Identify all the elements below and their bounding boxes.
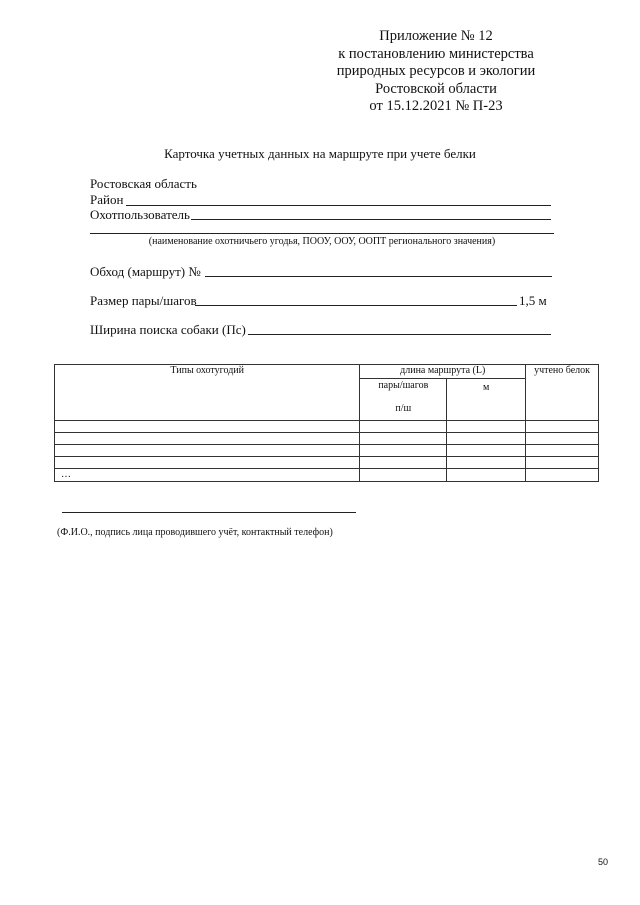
appendix-line-3: природных ресурсов и экологии <box>336 63 536 79</box>
table-cell[interactable] <box>360 457 447 469</box>
route-label: Обход (маршрут) № <box>90 264 201 279</box>
user-field-note: (наименование охотничьего угодья, ПООУ, ООУ, ООПТ регионального значения) <box>148 236 496 247</box>
form-title: Карточка учетных данных на маршруте при учете белки <box>164 146 476 161</box>
signature-line[interactable] <box>62 512 356 513</box>
table-cell[interactable] <box>526 469 599 482</box>
header-hunting-types: Типы охотугодий <box>55 365 360 421</box>
dog-field-line[interactable] <box>248 334 551 335</box>
appendix-line-1: Приложение № 12 <box>379 28 493 44</box>
table-cell[interactable] <box>360 469 447 482</box>
user-field-line-2[interactable] <box>90 233 554 234</box>
table-cell[interactable] <box>526 421 599 433</box>
appendix-line-4: Ростовской области <box>375 80 497 97</box>
appendix-line-2: к постановлению министерства <box>338 45 534 62</box>
signature-note: (Ф.И.О., подпись лица проводившего учёт, контактный телефон) <box>57 527 333 538</box>
region-label: Ростовская область <box>90 176 197 191</box>
table-cell[interactable] <box>55 445 360 457</box>
route-field-line[interactable] <box>205 276 552 277</box>
table-cell[interactable] <box>447 469 526 482</box>
user-field-line[interactable] <box>191 219 551 220</box>
header-counted-squirrels: учтено белок <box>526 365 599 421</box>
header-pairs-unit: п/ш <box>395 403 412 414</box>
table-cell[interactable] <box>447 433 526 445</box>
step-field-line[interactable] <box>195 305 517 306</box>
table-cell[interactable] <box>55 457 360 469</box>
accounting-table <box>54 364 599 482</box>
table-cell[interactable] <box>360 445 447 457</box>
table-cell[interactable] <box>55 421 360 433</box>
page-number: 50 <box>598 857 609 867</box>
header-meters: м <box>447 379 526 421</box>
appendix-line-5: от 15.12.2021 № П-23 <box>369 98 503 114</box>
table-cell[interactable] <box>526 457 599 469</box>
table-cell[interactable] <box>447 457 526 469</box>
user-label: Охотпользователь <box>90 207 190 222</box>
header-route-length: длина маршрута (L) <box>360 365 526 379</box>
step-label: Размер пары/шагов <box>90 293 197 308</box>
district-field-line[interactable] <box>126 205 551 206</box>
appendix-header <box>306 28 566 116</box>
table-cell[interactable] <box>447 421 526 433</box>
dog-label: Ширина поиска собаки (Пс) <box>90 322 246 337</box>
table-cell[interactable] <box>526 433 599 445</box>
table-cell[interactable] <box>360 421 447 433</box>
table-cell[interactable] <box>526 445 599 457</box>
header-pairs-label: пары/шагов <box>378 380 429 391</box>
district-label: Район <box>90 192 124 207</box>
header-pairs-steps <box>360 379 447 421</box>
table-cell[interactable] <box>360 433 447 445</box>
table-cell[interactable] <box>447 445 526 457</box>
step-value: 1,5 м <box>519 293 547 308</box>
table-ellipsis: … <box>55 469 360 482</box>
table-cell[interactable] <box>55 433 360 445</box>
